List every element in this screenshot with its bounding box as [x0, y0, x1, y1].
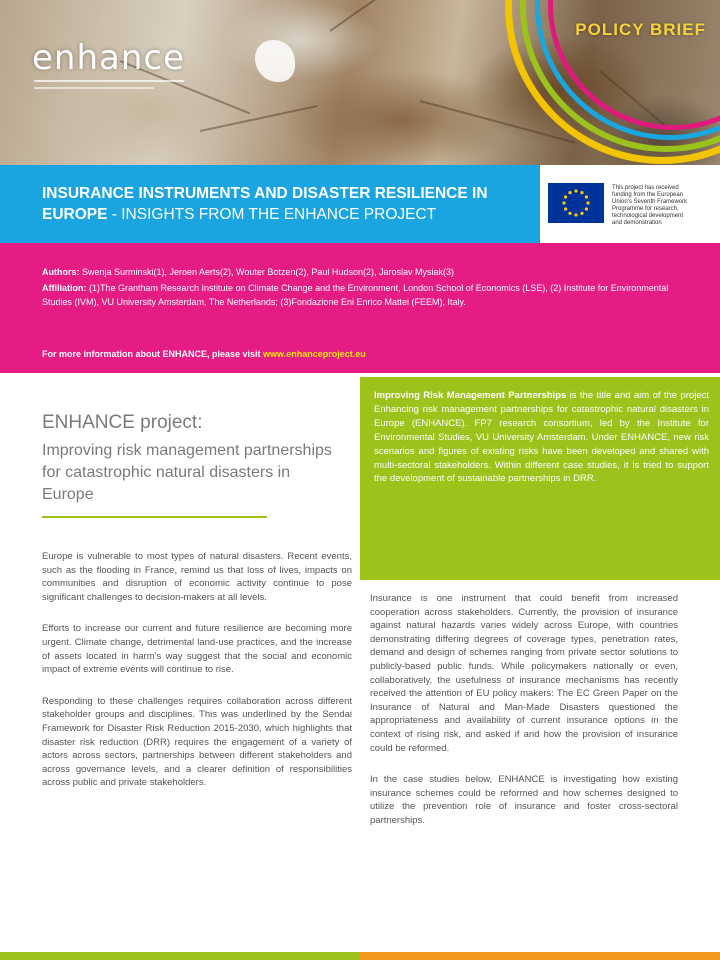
right-column: [370, 592, 678, 846]
left-column: [42, 550, 352, 808]
project-title: Improving risk management partnerships for catastrophic natural disasters in Europe: [42, 442, 332, 503]
hero-image: [0, 0, 720, 165]
project-summary-text: [374, 389, 709, 486]
project-label: ENHANCE project:: [42, 412, 203, 433]
title-bar: [0, 165, 540, 243]
eu-text-line: and demonstration: [612, 220, 662, 226]
eu-funding-text: [612, 185, 712, 227]
project-summary-box: [360, 377, 720, 580]
affiliations-label: Affiliation:: [42, 283, 87, 293]
eu-text-line: Programme for research,: [612, 206, 679, 212]
body-paragraph: Efforts to increase our current and future resilience are becoming more urgent. Climate change, detrimental land-use practices, and the increase of assets located in harm's way suggest that the social and economic impact of extreme events will continue to rise.: [42, 623, 352, 676]
body-paragraph: Insurance is one instrument that could benefit from increased cooperation across stakeholders. Currently, the provision of insurance against natural hazards varies widely across Europe, with countries demonstrating differing degrees of coverage types, penetration rates, demand and design of schemes ranging from private sector solutions to publicly-based public funds. While policymakers nationally or even, collaboratively, the usefulness of insurance mechanisms has recently received the attention of EU policy makers: The EC Green Paper on the Insurance of Natural and Man-Made Disasters questioned the appropriateness and availability of current insurance options in the context of rising risk, and asked if and how the provision of insurance could be reformed.: [370, 593, 678, 754]
eu-funding-box: [540, 165, 720, 243]
body-paragraph: Europe is vulnerable to most types of natural disasters. Recent events, such as the flooding in France, remind us that loss of lives, impacts on communities and disruption of economic activity continue to pose significant challenges to decision-makers at all levels.: [42, 551, 352, 603]
eu-text-line: funding from the European: [612, 192, 684, 198]
more-info-text: For more information about ENHANCE, please visit: [42, 349, 264, 359]
footer-bar-orange: [360, 952, 720, 960]
enhance-logo: enhance: [32, 38, 186, 78]
logo-tagline-lines: [34, 80, 184, 102]
section-divider: [42, 516, 267, 518]
title-main: INSURANCE INSTRUMENTS AND DISASTER RESILIENCE IN EUROPE: [42, 185, 488, 223]
project-heading: [42, 412, 332, 506]
authors-line: [42, 265, 692, 279]
eu-text-line: technological development: [612, 213, 684, 219]
eu-text-line: This project has received: [612, 185, 679, 191]
affiliations-text: (1)The Grantham Research Institute on Climate Change and the Environment, London School of Economics (LSE), (2) Institute for Environmental Studies (IVM), VU University Amsterdam, The Netherlands; (3)Fondazione Eni Enrico Mattei (FEEM), Italy.: [42, 283, 669, 307]
summary-body: is the title and aim of the project Enhancing risk management partnerships for catastrophic natural disasters in Europe (ENHANCE). FP7 research consortium, led by the Institute for Environmental Studies, VU University Amsterdam. Under ENHANCE, new risk scenarios and figures of existing risks have been developed and shared with multi-sectoral stakeholders. Within different case studies, it is tried to support the development of sustainable partnerships in DRR.: [374, 390, 709, 485]
eu-text-line: Union's Seventh Framework: [612, 199, 688, 205]
europe-map-icon: [255, 40, 295, 82]
more-info-line: [42, 347, 692, 361]
summary-lead: Improving Risk Management Partnerships: [374, 390, 567, 401]
document-title: [42, 183, 532, 225]
eu-flag-icon: [548, 183, 604, 223]
authors-section: [0, 243, 720, 373]
authors-label: Authors:: [42, 267, 80, 277]
body-paragraph: In the case studies below, ENHANCE is investigating how existing insurance schemes could be reformed and how schemes designed to utilize the prevention role of insurance and foster cross-sectoral partnerships.: [370, 774, 678, 826]
policy-brief-badge: POLICY BRIEF: [575, 20, 706, 39]
footer-bar-green: [0, 952, 360, 960]
body-paragraph: Responding to these challenges requires collaboration across different stakeholder groups and disciplines. This was underlined by the Sendai Framework for Disaster Risk Reduction 2015-2030, which highlights that disaster risk reduction (DRR) requires the engagement of a variety of actors across sectors, partnerships between different stakeholders and across governance levels, and a clearer definition of responsibilities across public and private stakeholders.: [42, 695, 352, 789]
title-subtitle: - INSIGHTS FROM THE ENHANCE PROJECT: [107, 206, 437, 223]
affiliations-line: [42, 281, 692, 309]
project-website-link[interactable]: www.enhanceproject.eu: [263, 349, 366, 359]
authors-text: Swenja Surminski(1), Jeroen Aerts(2), Wouter Botzen(2), Paul Hudson(2), Jaroslav Mysiak(3): [79, 267, 454, 277]
